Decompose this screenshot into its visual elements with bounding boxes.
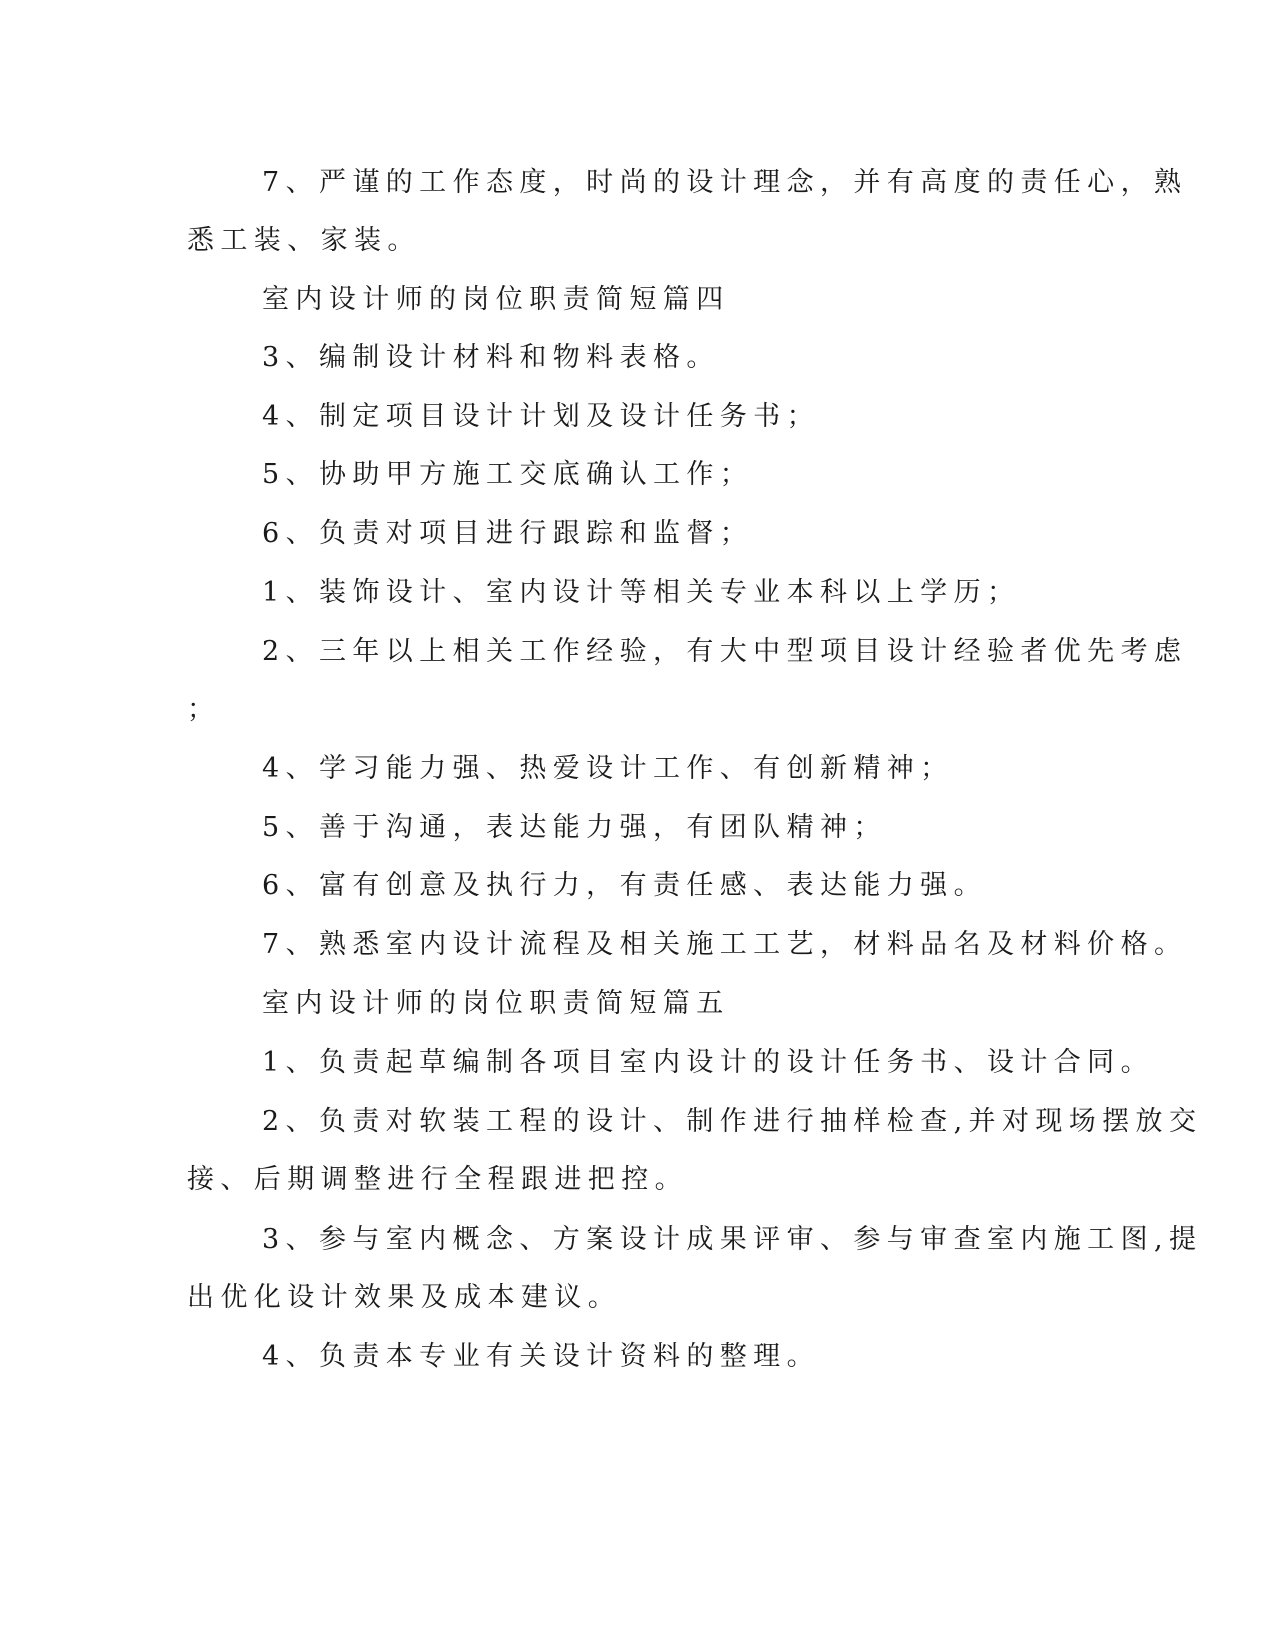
list-item-6-creativity: 6、富有创意及执行力，有责任感、表达能力强。: [262, 870, 987, 901]
section-heading-four: 室内设计师的岗位职责简短篇四: [262, 284, 730, 315]
list-item-2-experience: 2、三年以上相关工作经验，有大中型项目设计经验者优先考虑: [262, 636, 1188, 667]
list-item-2-soft-decoration: 2、负责对软装工程的设计、制作进行抽样检查,并对现场摆放交: [262, 1106, 1203, 1137]
section-heading-five: 室内设计师的岗位职责简短篇五: [262, 988, 730, 1019]
list-item-4-learning: 4、学习能力强、热爱设计工作、有创新精神；: [262, 753, 954, 784]
list-item-6-track: 6、负责对项目进行跟踪和监督；: [262, 518, 754, 549]
list-item-2-continuation-b: 接、后期调整进行全程跟进把控。: [187, 1164, 688, 1195]
list-item-7-continuation: 悉工装、家装。: [187, 225, 421, 256]
list-item-4-documents: 4、负责本专业有关设计资料的整理。: [262, 1341, 820, 1372]
list-item-5-assist: 5、协助甲方施工交底确认工作；: [262, 459, 754, 490]
list-item-1-draft: 1、负责起草编制各项目室内设计的设计任务书、设计合同。: [262, 1047, 1154, 1078]
list-item-4-plan: 4、制定项目设计计划及设计任务书；: [262, 401, 820, 432]
list-item-7-attitude: 7、严谨的工作态度，时尚的设计理念，并有高度的责任心，熟: [262, 167, 1188, 198]
list-item-3-materials: 3、编制设计材料和物料表格。: [262, 342, 720, 373]
list-item-5-communication: 5、善于沟通，表达能力强，有团队精神；: [262, 812, 887, 843]
list-item-7-process: 7、熟悉室内设计流程及相关施工工艺，材料品名及材料价格。: [262, 929, 1188, 960]
list-item-3-review: 3、参与室内概念、方案设计成果评审、参与审查室内施工图,提: [262, 1224, 1203, 1255]
list-item-1-degree: 1、装饰设计、室内设计等相关专业本科以上学历；: [262, 577, 1021, 608]
list-item-3-continuation: 出优化设计效果及成本建议。: [187, 1282, 622, 1313]
list-item-2-continuation: ；: [187, 694, 221, 725]
